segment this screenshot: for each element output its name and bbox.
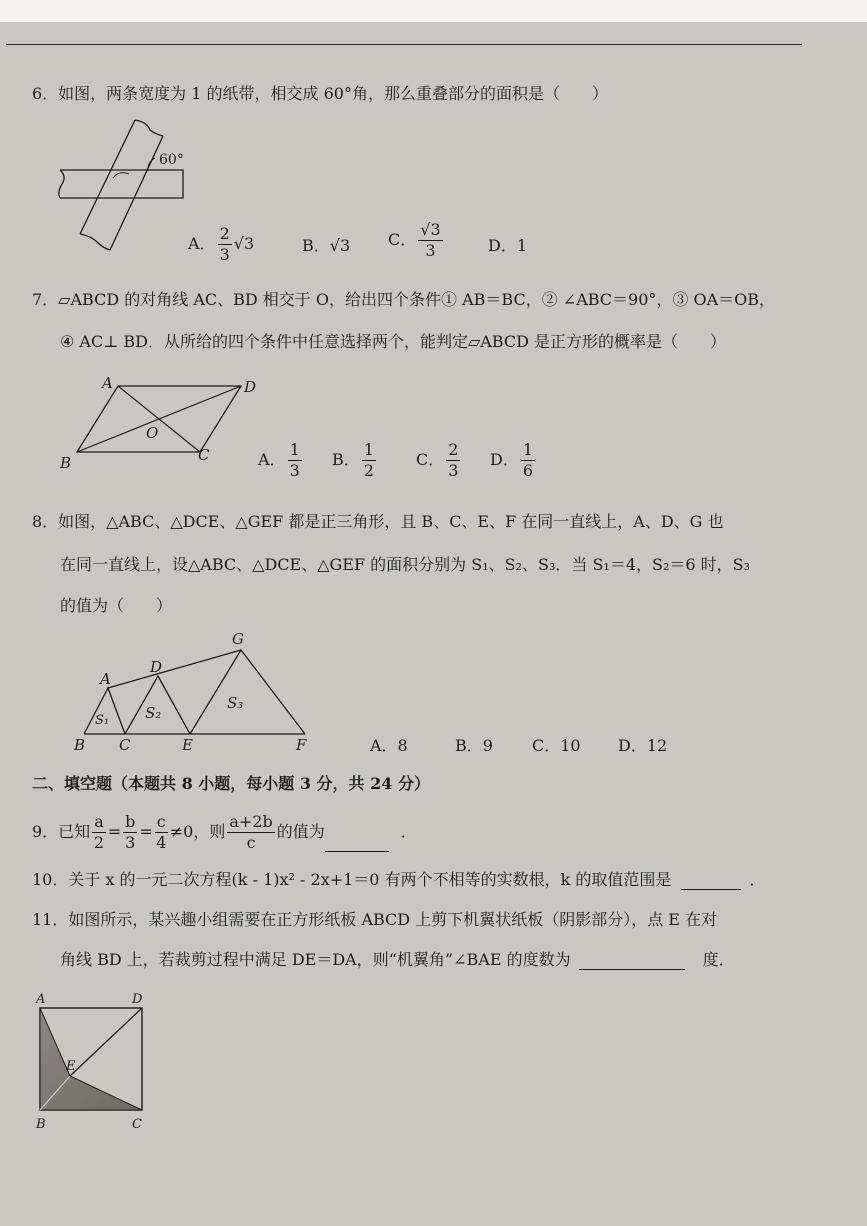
q8-label-s1: S₁: [95, 713, 110, 728]
q8-option-b[interactable]: B．9: [455, 736, 493, 755]
q11-square-figure: [34, 990, 154, 1132]
q7-label-o: O: [146, 424, 159, 442]
q11-answer-blank[interactable]: [579, 951, 685, 970]
q7-a-num: 1: [289, 440, 300, 459]
q11-label-e: E: [66, 1059, 76, 1074]
q11-label-a: A: [36, 992, 46, 1007]
q7-option-a-prefix: A．: [258, 450, 286, 469]
q7-label-b: B: [60, 454, 72, 472]
q8-label-f: F: [296, 736, 307, 754]
q7-option-a-fraction: [288, 442, 302, 479]
q6-option-a-fraction: [218, 226, 232, 263]
q9-line: [32, 812, 417, 852]
q7-d-num: 1: [522, 440, 534, 459]
q8-triangles-figure: [72, 628, 322, 753]
q8-option-d[interactable]: D．12: [618, 736, 668, 755]
q8-label-b: B: [74, 736, 86, 754]
q11-line2-wrap: [60, 950, 735, 970]
q6-option-c-prefix: C．: [388, 230, 417, 249]
q6-paper-strips-figure: [55, 118, 195, 258]
q6-text: 6．如图，两条宽度为 1 的纸带，相交成 60°角，那么重叠部分的面积是（ ）: [32, 84, 608, 103]
q7-option-d-fraction: [521, 442, 535, 479]
q7-option-c-prefix: C．: [416, 450, 445, 469]
q9-f1-den: 2: [93, 833, 105, 852]
q7-line1: 7．▱ABCD 的对角线 AC、BD 相交于 O，给出四个条件① AB＝BC，② ∠ABC＝90°，③ OA＝OB，: [32, 290, 776, 309]
q6-option-a[interactable]: [188, 226, 254, 263]
q8-option-a[interactable]: A．8: [370, 736, 408, 755]
q6-option-d[interactable]: D．1: [488, 236, 528, 255]
q7-label-c: C: [198, 446, 210, 464]
q8-label-a: A: [100, 670, 111, 688]
q9-fraction-b3: [123, 814, 137, 851]
q8-label-g: G: [232, 630, 244, 648]
q8-line3: 的值为（ ）: [60, 596, 173, 615]
top-margin: [0, 0, 867, 22]
q7-option-b-prefix: B．: [332, 450, 360, 469]
q6-option-c-fraction: [418, 222, 442, 259]
q7-label-a: A: [102, 374, 113, 392]
q9-answer-blank[interactable]: [325, 829, 389, 852]
q10-answer-blank[interactable]: [681, 871, 741, 890]
q11-end: 度．: [702, 950, 735, 969]
q7-option-b-fraction: [362, 442, 376, 479]
q10-text: 10．关于 x 的一元二次方程(k - 1)x² - 2x+1＝0 有两个不相等的实数根，k 的取值范围是: [32, 870, 672, 889]
q7-line2: ④ AC⊥ BD．从所给的四个条件中任意选择两个，能判定▱ABCD 是正方形的概率是（ ）: [60, 332, 727, 351]
q9-end: ．: [400, 822, 417, 841]
q7-option-a[interactable]: [258, 442, 304, 479]
q6-a-num: 2: [219, 224, 230, 243]
q7-a-den: 3: [289, 461, 300, 480]
q9-fraction-a2: [92, 814, 106, 851]
q9-f2-den: 3: [125, 833, 136, 852]
q7-option-d-prefix: D．: [490, 450, 519, 469]
q6-option-c[interactable]: [388, 222, 445, 259]
q9-neq: ≠0，则: [169, 822, 226, 841]
q6-option-b[interactable]: [302, 236, 350, 256]
q11-line1: 11．如图所示，某兴趣小组需要在正方形纸板 ABCD 上剪下机翼状纸板（阴影部分），点 E 在对: [32, 910, 718, 929]
q9-suffix: 的值为: [276, 822, 325, 841]
q6-angle-label: 60°: [159, 152, 184, 168]
q6-option-a-prefix: A．: [188, 234, 216, 253]
q7-c-den: 3: [448, 461, 459, 480]
q9-f3-num: c: [156, 812, 166, 831]
q6-c-num: √3: [420, 220, 441, 239]
q9-fraction-c4: [155, 814, 168, 851]
q7-option-c[interactable]: [416, 442, 462, 479]
q8-label-c: C: [119, 736, 131, 754]
q9-prefix: 9．已知: [32, 822, 91, 841]
q11-line2: 角线 BD 上，若裁剪过程中满足 DE＝DA，则“机翼角”∠BAE 的度数为: [60, 950, 571, 969]
q8-option-c[interactable]: C．10: [532, 736, 581, 755]
q9-f4-den: c: [246, 833, 256, 852]
section2-title: 二、填空题（本题共 8 小题，每小题 3 分，共 24 分）: [32, 774, 430, 793]
q9-f1-num: a: [94, 812, 104, 831]
q7-b-num: 1: [363, 440, 374, 459]
q7-option-d[interactable]: [490, 442, 537, 479]
q8-line1: 8．如图，△ABC、△DCE、△GEF 都是正三角形，且 B、C、E、F 在同一直线上，A、D、G 也: [32, 512, 724, 531]
q9-eq2: =: [139, 822, 153, 841]
q7-b-den: 2: [363, 461, 374, 480]
q9-eq1: =: [107, 822, 122, 841]
q8-line2: 在同一直线上，设△ABC、△DCE、△GEF 的面积分别为 S₁、S₂、S₃．当 S₁＝4，S₂＝6 时，S₃: [60, 555, 751, 574]
q6-a-radical: √3: [233, 234, 255, 253]
q7-option-c-fraction: [446, 442, 460, 479]
q11-label-b: B: [36, 1117, 46, 1132]
q6-c-den: 3: [425, 241, 436, 260]
q11-label-d: D: [132, 992, 143, 1007]
q10-end: ．: [749, 870, 766, 889]
q6-option-b-prefix: B．: [302, 236, 330, 255]
q7-c-num: 2: [448, 440, 459, 459]
q7-parallelogram-figure: [60, 372, 270, 472]
q7-d-den: 6: [522, 461, 534, 480]
q9-f4-num: a+2b: [229, 812, 273, 831]
q9-fraction-result: [227, 814, 274, 851]
q10-line: [32, 870, 765, 890]
q11-label-c: C: [132, 1117, 142, 1132]
q6-b-value: √3: [329, 236, 351, 255]
q8-label-s3: S₃: [227, 694, 244, 712]
q8-label-e: E: [182, 736, 193, 754]
q7-option-b[interactable]: [332, 442, 378, 479]
q9-f3-den: 4: [156, 833, 167, 852]
header-rule: [6, 44, 802, 45]
q8-label-s2: S₂: [145, 704, 162, 722]
q8-label-d: D: [150, 658, 163, 676]
q9-f2-num: b: [125, 812, 136, 831]
q6-a-den: 3: [219, 245, 230, 264]
q7-label-d: D: [244, 378, 257, 396]
